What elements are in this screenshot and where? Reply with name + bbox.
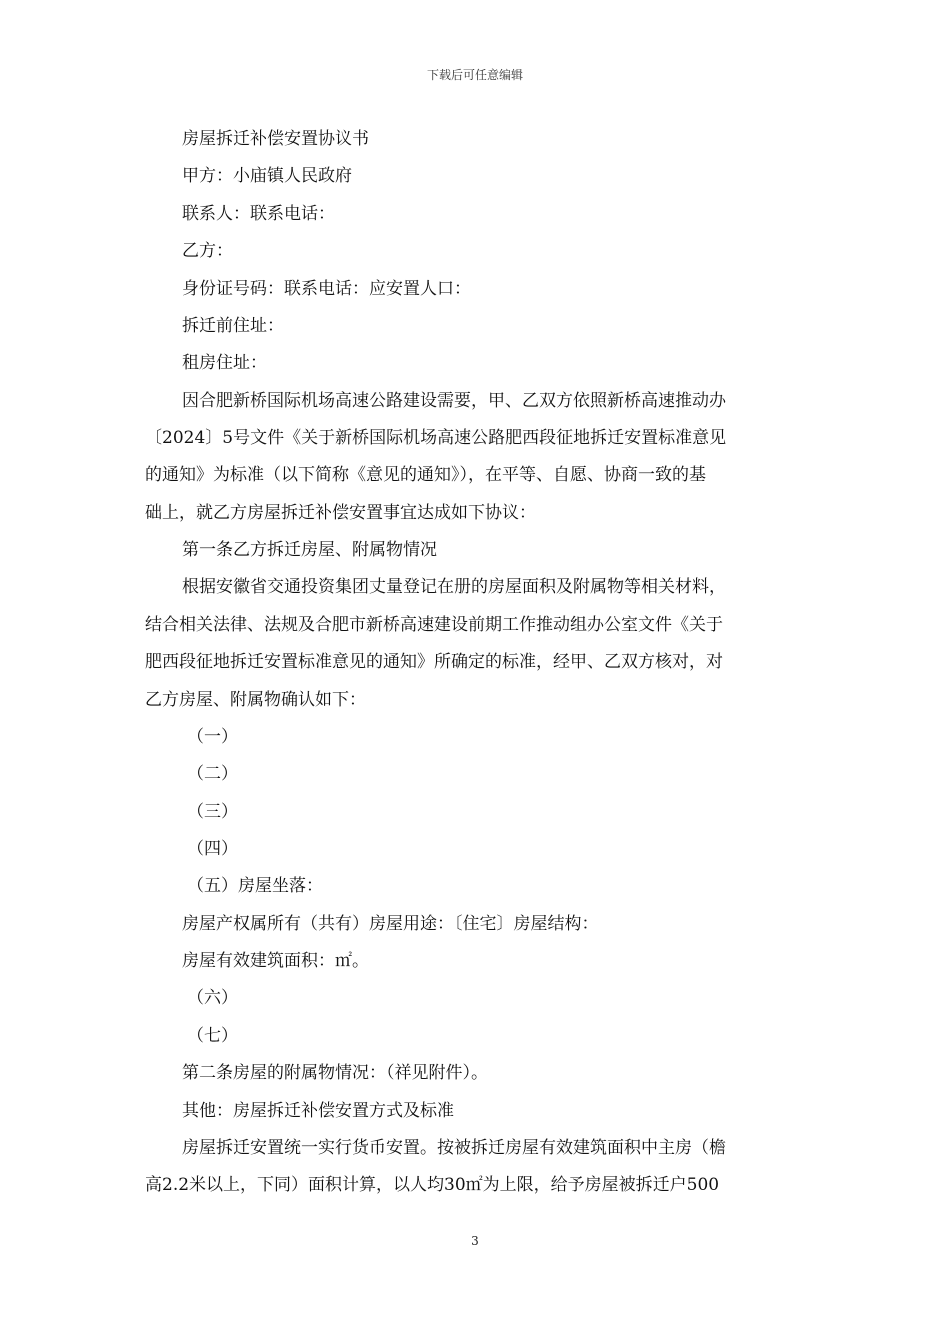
page-header: 下载后可任意编辑: [426, 68, 523, 82]
contact-line: 联系人：联系电话：: [182, 204, 335, 224]
page-number: 3: [471, 1234, 479, 1248]
party-a-line: 甲方：小庙镇人民政府: [182, 166, 352, 186]
former-address-line: 拆迁前住址：: [182, 316, 284, 336]
section-heading: 其他：房屋拆迁补偿安置方式及标准: [182, 1101, 454, 1121]
paragraph-line: 房屋拆迁安置统一实行货币安置。按被拆迁房屋有效建筑面积中主房（檐: [182, 1138, 726, 1158]
article-heading: 第二条房屋的附属物情况：（祥见附件）。: [182, 1063, 488, 1083]
paragraph-line: 乙方房屋、附属物确认如下：: [145, 690, 366, 710]
rental-address-line: 租房住址：: [182, 353, 267, 373]
property-info-line: 房屋产权属所有（共有）房屋用途：〔住宅〕房屋结构：: [182, 914, 599, 934]
paragraph-line: 根据安徽省交通投资集团丈量登记在册的房屋面积及附属物等相关材料，: [182, 577, 726, 597]
document-title: 房屋拆迁补偿安置协议书: [182, 129, 369, 149]
list-item: （七）: [187, 1026, 238, 1046]
area-line: 房屋有效建筑面积：㎡。: [182, 951, 369, 971]
id-number-line: 身份证号码：联系电话：应安置人口：: [182, 279, 471, 299]
paragraph-line: 肥西段征地拆迁安置标准意见的通知》所确定的标准，经甲、乙双方核对，对: [145, 652, 723, 672]
list-item: （六）: [187, 988, 238, 1008]
paragraph-line: 的通知》为标准（以下简称《意见的通知》），在平等、自愿、协商一致的基: [145, 465, 706, 485]
paragraph-line: 结合相关法律、法规及合肥市新桥高速建设前期工作推动组办公室文件《关于: [145, 615, 723, 635]
list-item: （三）: [187, 802, 238, 822]
list-item: （二）: [187, 764, 238, 784]
article-heading: 第一条乙方拆迁房屋、附属物情况: [182, 540, 437, 560]
list-item: （一）: [187, 727, 238, 747]
list-item: （四）: [187, 839, 238, 859]
paragraph-line: 〔2024〕5号文件《关于新桥国际机场高速公路肥西段征地拆迁安置标准意见: [145, 428, 727, 448]
party-b-line: 乙方：: [182, 241, 233, 261]
list-item: （五）房屋坐落：: [187, 876, 323, 896]
paragraph-line: 高2.2米以上，下同）面积计算，以人均30㎡为上限，给予房屋被拆迁户500: [145, 1175, 720, 1195]
paragraph-line: 因合肥新桥国际机场高速公路建设需要，甲、乙双方依照新桥高速推动办: [182, 391, 726, 411]
paragraph-line: 础上，就乙方房屋拆迁补偿安置事宜达成如下协议：: [145, 503, 536, 523]
